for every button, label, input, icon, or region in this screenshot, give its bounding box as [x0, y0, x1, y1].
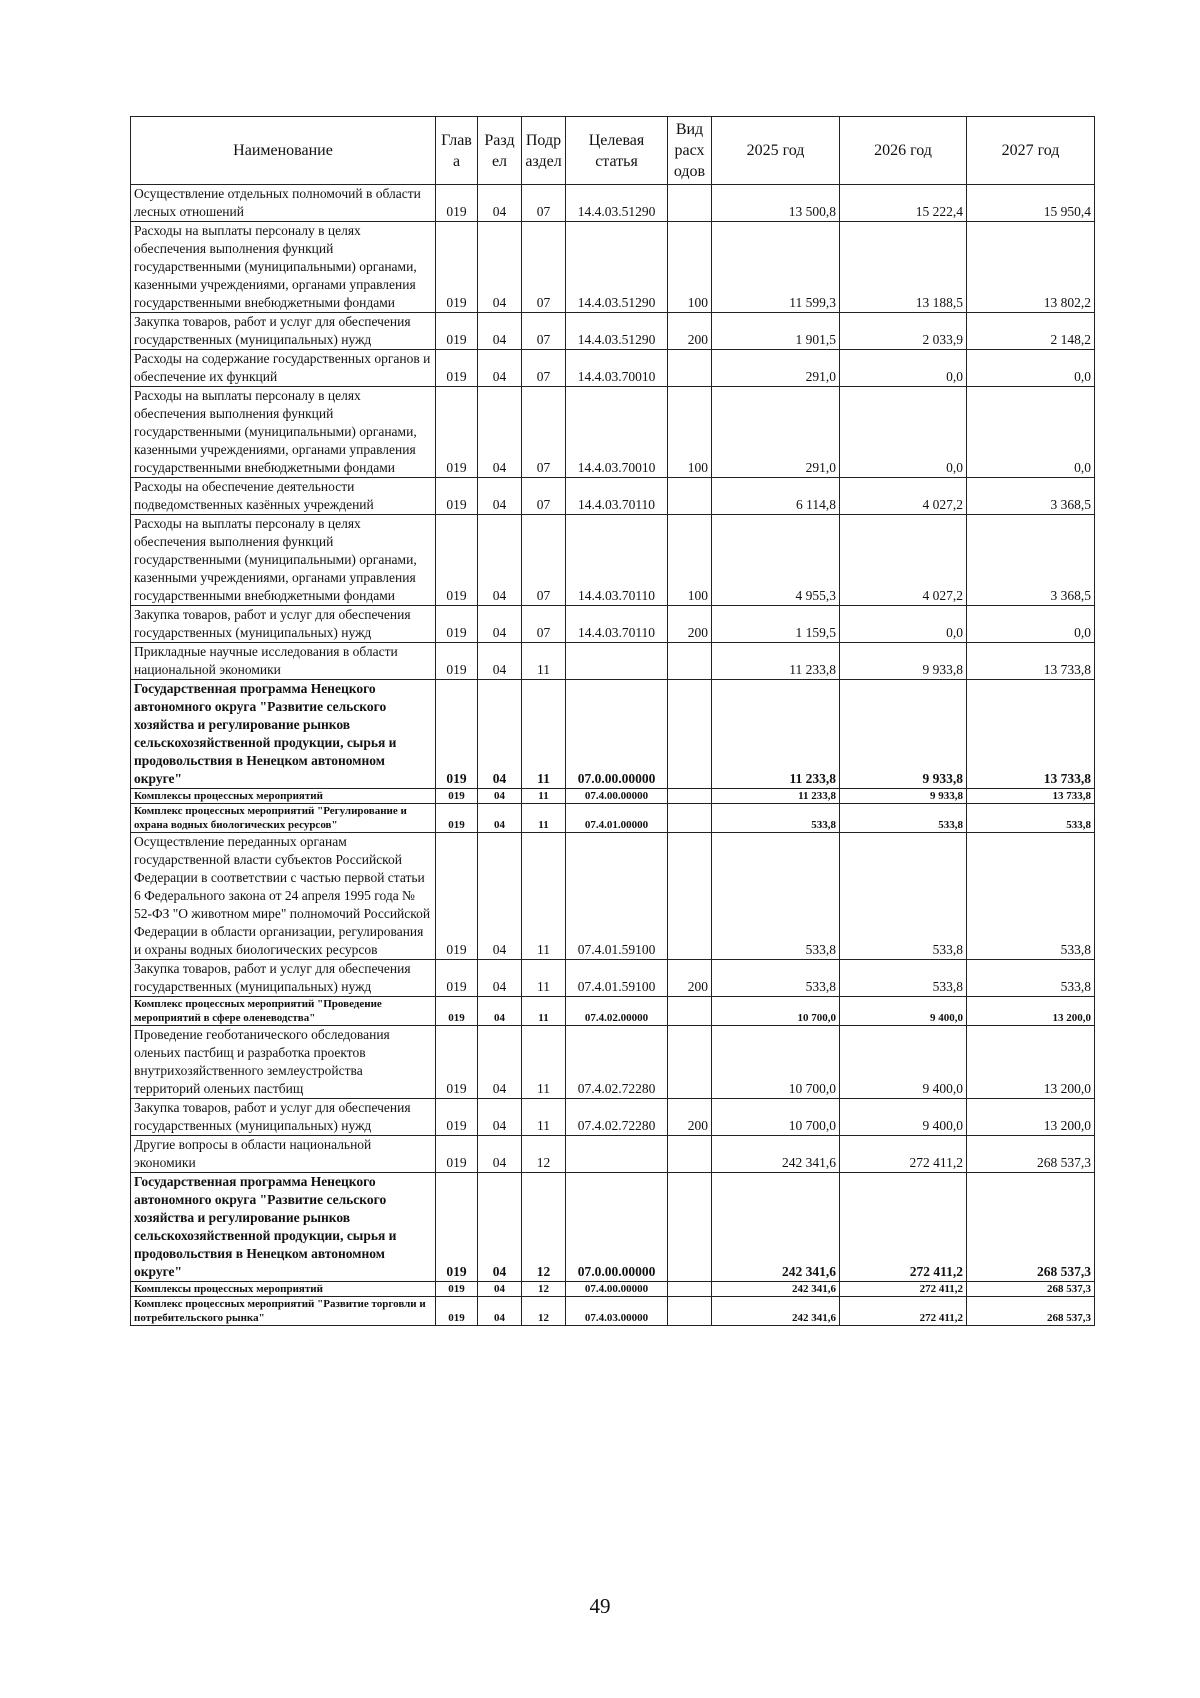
header-vid: Вид расх одов — [668, 117, 712, 185]
row-glava: 019 — [436, 1282, 478, 1297]
row-target: 14.4.03.70110 — [566, 515, 668, 606]
row-2027: 13 733,8 — [967, 680, 1095, 789]
row-razdel: 04 — [478, 1173, 522, 1282]
row-name: Комплексы процессных мероприятий — [131, 1282, 436, 1297]
row-2025: 291,0 — [712, 350, 840, 387]
row-2027: 13 733,8 — [967, 643, 1095, 680]
row-vid — [668, 350, 712, 387]
row-glava: 019 — [436, 1026, 478, 1099]
row-2026: 9 400,0 — [840, 1099, 967, 1136]
row-2027: 13 200,0 — [967, 1099, 1095, 1136]
row-target: 14.4.03.51290 — [566, 185, 668, 222]
row-2025: 10 700,0 — [712, 1099, 840, 1136]
row-target: 14.4.03.70010 — [566, 387, 668, 478]
row-target: 07.4.02.72280 — [566, 1026, 668, 1099]
table-row — [131, 515, 1095, 606]
table-row — [131, 1026, 1095, 1099]
row-glava: 019 — [436, 478, 478, 515]
row-2025: 242 341,6 — [712, 1136, 840, 1173]
table-row — [131, 387, 1095, 478]
row-name: Закупка товаров, работ и услуг для обеспечения государственных (муниципальных) нужд — [131, 606, 436, 643]
row-name: Расходы на содержание государственных органов и обеспечение их функций — [131, 350, 436, 387]
row-target: 07.4.03.00000 — [566, 1297, 668, 1326]
row-target: 07.4.00.00000 — [566, 789, 668, 804]
row-name: Проведение геоботанического обследования оленьих пастбищ и разработка проектов внутрихозяйственного землеустройства территорий оленьих пастбищ — [131, 1026, 436, 1099]
table-row — [131, 833, 1095, 960]
row-razdel: 04 — [478, 515, 522, 606]
row-glava: 019 — [436, 1173, 478, 1282]
row-2025: 1 901,5 — [712, 313, 840, 350]
row-vid: 100 — [668, 222, 712, 313]
row-2026: 533,8 — [840, 960, 967, 997]
row-razdel: 04 — [478, 606, 522, 643]
row-2026: 13 188,5 — [840, 222, 967, 313]
row-2027: 268 537,3 — [967, 1297, 1095, 1326]
row-2026: 272 411,2 — [840, 1297, 967, 1326]
row-podrazdel: 11 — [522, 833, 566, 960]
row-vid: 100 — [668, 387, 712, 478]
row-glava: 019 — [436, 606, 478, 643]
row-2026: 15 222,4 — [840, 185, 967, 222]
row-vid — [668, 680, 712, 789]
row-vid — [668, 1173, 712, 1282]
row-name: Комплексы процессных мероприятий — [131, 789, 436, 804]
table-row — [131, 1173, 1095, 1282]
row-glava: 019 — [436, 997, 478, 1026]
row-razdel: 04 — [478, 350, 522, 387]
table-row — [131, 185, 1095, 222]
table-row — [131, 680, 1095, 789]
row-2026: 4 027,2 — [840, 478, 967, 515]
table-row — [131, 606, 1095, 643]
row-podrazdel: 11 — [522, 1026, 566, 1099]
row-vid — [668, 1297, 712, 1326]
row-2026: 9 933,8 — [840, 680, 967, 789]
row-razdel: 04 — [478, 387, 522, 478]
row-podrazdel: 11 — [522, 643, 566, 680]
row-razdel: 04 — [478, 478, 522, 515]
row-podrazdel: 11 — [522, 680, 566, 789]
row-2026: 4 027,2 — [840, 515, 967, 606]
table-row — [131, 1136, 1095, 1173]
row-name: Закупка товаров, работ и услуг для обеспечения государственных (муниципальных) нужд — [131, 960, 436, 997]
row-glava: 019 — [436, 1099, 478, 1136]
row-2026: 9 933,8 — [840, 789, 967, 804]
row-name: Прикладные научные исследования в области национальной экономики — [131, 643, 436, 680]
row-2026: 272 411,2 — [840, 1136, 967, 1173]
row-vid — [668, 1136, 712, 1173]
row-razdel: 04 — [478, 960, 522, 997]
row-target: 14.4.03.70010 — [566, 350, 668, 387]
row-podrazdel: 11 — [522, 960, 566, 997]
row-2027: 13 733,8 — [967, 789, 1095, 804]
row-vid — [668, 804, 712, 833]
row-vid — [668, 185, 712, 222]
row-glava: 019 — [436, 185, 478, 222]
row-2026: 0,0 — [840, 387, 967, 478]
row-2026: 533,8 — [840, 833, 967, 960]
row-2025: 242 341,6 — [712, 1297, 840, 1326]
row-target — [566, 643, 668, 680]
row-2025: 11 233,8 — [712, 680, 840, 789]
row-target: 14.4.03.51290 — [566, 313, 668, 350]
row-glava: 019 — [436, 313, 478, 350]
header-2025: 2025 год — [712, 117, 840, 185]
row-podrazdel: 07 — [522, 313, 566, 350]
row-target: 07.4.02.00000 — [566, 997, 668, 1026]
header-2027: 2027 год — [967, 117, 1095, 185]
row-2027: 15 950,4 — [967, 185, 1095, 222]
row-2026: 0,0 — [840, 350, 967, 387]
row-name: Расходы на выплаты персоналу в целях обеспечения выполнения функций государственными (муниципальными) органами, казенными учреждениями, органами управления государственными внебюджетными фондами — [131, 515, 436, 606]
row-2025: 242 341,6 — [712, 1282, 840, 1297]
row-target: 07.4.01.59100 — [566, 960, 668, 997]
row-name: Расходы на выплаты персоналу в целях обеспечения выполнения функций государственными (муниципальными) органами, казенными учреждениями, органами управления государственными внебюджетными фондами — [131, 222, 436, 313]
row-2026: 0,0 — [840, 606, 967, 643]
row-name: Государственная программа Ненецкого автономного округа "Развитие сельского хозяйства и регулирование рынков сельскохозяйственной продукции, сырья и продовольствия в Ненецком автономном округе" — [131, 680, 436, 789]
table-row — [131, 313, 1095, 350]
row-2025: 291,0 — [712, 387, 840, 478]
row-podrazdel: 07 — [522, 185, 566, 222]
row-2027: 533,8 — [967, 960, 1095, 997]
row-2027: 3 368,5 — [967, 478, 1095, 515]
row-name: Комплекс процессных мероприятий "Регулирование и охрана водных биологических ресурсов" — [131, 804, 436, 833]
row-glava: 019 — [436, 960, 478, 997]
table-row — [131, 1297, 1095, 1326]
row-2027: 533,8 — [967, 804, 1095, 833]
table-row — [131, 350, 1095, 387]
row-razdel: 04 — [478, 833, 522, 960]
table-body — [131, 185, 1095, 1326]
row-2025: 4 955,3 — [712, 515, 840, 606]
row-target: 14.4.03.70110 — [566, 478, 668, 515]
row-podrazdel: 07 — [522, 387, 566, 478]
row-podrazdel: 12 — [522, 1136, 566, 1173]
row-vid — [668, 643, 712, 680]
table-row — [131, 789, 1095, 804]
row-target: 07.4.01.59100 — [566, 833, 668, 960]
row-razdel: 04 — [478, 804, 522, 833]
row-vid: 200 — [668, 606, 712, 643]
row-target: 07.4.00.00000 — [566, 1282, 668, 1297]
row-2025: 10 700,0 — [712, 997, 840, 1026]
row-razdel: 04 — [478, 643, 522, 680]
table-row — [131, 643, 1095, 680]
row-podrazdel: 11 — [522, 997, 566, 1026]
row-glava: 019 — [436, 1297, 478, 1326]
row-glava: 019 — [436, 515, 478, 606]
row-podrazdel: 12 — [522, 1173, 566, 1282]
row-target: 07.4.02.72280 — [566, 1099, 668, 1136]
row-vid — [668, 789, 712, 804]
row-2025: 533,8 — [712, 960, 840, 997]
row-name: Комплекс процессных мероприятий "Проведение мероприятий в сфере оленеводства" — [131, 997, 436, 1026]
row-name: Осуществление отдельных полномочий в области лесных отношений — [131, 185, 436, 222]
row-2026: 272 411,2 — [840, 1282, 967, 1297]
row-2026: 533,8 — [840, 804, 967, 833]
row-2027: 13 200,0 — [967, 1026, 1095, 1099]
row-name: Расходы на выплаты персоналу в целях обеспечения выполнения функций государственными (муниципальными) органами, казенными учреждениями, органами управления государственными внебюджетными фондами — [131, 387, 436, 478]
row-2027: 0,0 — [967, 606, 1095, 643]
row-2025: 13 500,8 — [712, 185, 840, 222]
row-glava: 019 — [436, 789, 478, 804]
row-2027: 0,0 — [967, 350, 1095, 387]
row-target: 07.0.00.00000 — [566, 1173, 668, 1282]
row-podrazdel: 12 — [522, 1282, 566, 1297]
table-row — [131, 804, 1095, 833]
row-vid — [668, 1282, 712, 1297]
table-row — [131, 1282, 1095, 1297]
row-2025: 11 233,8 — [712, 789, 840, 804]
row-vid: 200 — [668, 1099, 712, 1136]
row-target — [566, 1136, 668, 1173]
row-2025: 11 599,3 — [712, 222, 840, 313]
table-header — [131, 117, 1095, 185]
row-vid — [668, 1026, 712, 1099]
row-razdel: 04 — [478, 1099, 522, 1136]
row-razdel: 04 — [478, 185, 522, 222]
row-2027: 3 368,5 — [967, 515, 1095, 606]
row-2026: 2 033,9 — [840, 313, 967, 350]
row-glava: 019 — [436, 680, 478, 789]
row-name: Осуществление переданных органам государственной власти субъектов Российской Федерации в соответствии с частью первой статьи 6 Федерального закона от 24 апреля 1995 года № 52-ФЗ "О животном мире" полномочий Российской Федерации в области организации, регулирования и охраны водных биологических ресурсов — [131, 833, 436, 960]
header-target: Целевая статья — [566, 117, 668, 185]
row-podrazdel: 07 — [522, 606, 566, 643]
row-2026: 9 933,8 — [840, 643, 967, 680]
row-2026: 9 400,0 — [840, 1026, 967, 1099]
table-row — [131, 997, 1095, 1026]
row-2026: 9 400,0 — [840, 997, 967, 1026]
header-glava: Глав а — [436, 117, 478, 185]
row-podrazdel: 07 — [522, 478, 566, 515]
row-vid: 200 — [668, 960, 712, 997]
row-razdel: 04 — [478, 789, 522, 804]
row-glava: 019 — [436, 804, 478, 833]
row-2027: 268 537,3 — [967, 1282, 1095, 1297]
row-name: Государственная программа Ненецкого автономного округа "Развитие сельского хозяйства и регулирование рынков сельскохозяйственной продукции, сырья и продовольствия в Ненецком автономном округе" — [131, 1173, 436, 1282]
row-2025: 533,8 — [712, 833, 840, 960]
row-podrazdel: 07 — [522, 222, 566, 313]
row-razdel: 04 — [478, 1297, 522, 1326]
row-podrazdel: 11 — [522, 789, 566, 804]
budget-table — [130, 116, 1095, 1326]
row-2027: 268 537,3 — [967, 1136, 1095, 1173]
row-glava: 019 — [436, 643, 478, 680]
row-glava: 019 — [436, 222, 478, 313]
row-podrazdel: 11 — [522, 1099, 566, 1136]
row-name: Закупка товаров, работ и услуг для обеспечения государственных (муниципальных) нужд — [131, 313, 436, 350]
row-razdel: 04 — [478, 222, 522, 313]
row-razdel: 04 — [478, 680, 522, 789]
table-row — [131, 1099, 1095, 1136]
row-name: Комплекс процессных мероприятий "Развитие торговли и потребительского рынка" — [131, 1297, 436, 1326]
row-razdel: 04 — [478, 1136, 522, 1173]
row-2025: 242 341,6 — [712, 1173, 840, 1282]
row-2027: 268 537,3 — [967, 1173, 1095, 1282]
row-vid — [668, 478, 712, 515]
row-vid — [668, 833, 712, 960]
row-name: Другие вопросы в области национальной экономики — [131, 1136, 436, 1173]
row-2027: 2 148,2 — [967, 313, 1095, 350]
header-podrazdel: Подр аздел — [522, 117, 566, 185]
table-row — [131, 960, 1095, 997]
row-glava: 019 — [436, 833, 478, 960]
row-name: Расходы на обеспечение деятельности подведомственных казённых учреждений — [131, 478, 436, 515]
header-2026: 2026 год — [840, 117, 967, 185]
row-razdel: 04 — [478, 1026, 522, 1099]
row-2027: 0,0 — [967, 387, 1095, 478]
header-razdel: Разд ел — [478, 117, 522, 185]
row-target: 07.0.00.00000 — [566, 680, 668, 789]
row-vid: 200 — [668, 313, 712, 350]
row-razdel: 04 — [478, 997, 522, 1026]
header-row — [131, 117, 1095, 185]
row-vid: 100 — [668, 515, 712, 606]
row-podrazdel: 07 — [522, 350, 566, 387]
row-target: 14.4.03.51290 — [566, 222, 668, 313]
row-razdel: 04 — [478, 313, 522, 350]
row-razdel: 04 — [478, 1282, 522, 1297]
row-2026: 272 411,2 — [840, 1173, 967, 1282]
row-2027: 533,8 — [967, 833, 1095, 960]
row-2025: 533,8 — [712, 804, 840, 833]
row-glava: 019 — [436, 1136, 478, 1173]
row-podrazdel: 07 — [522, 515, 566, 606]
page-number: 49 — [589, 1594, 611, 1618]
row-glava: 019 — [436, 387, 478, 478]
table-row — [131, 478, 1095, 515]
row-2027: 13 200,0 — [967, 997, 1095, 1026]
row-vid — [668, 997, 712, 1026]
row-2025: 11 233,8 — [712, 643, 840, 680]
row-podrazdel: 11 — [522, 804, 566, 833]
row-target: 14.4.03.70110 — [566, 606, 668, 643]
row-2025: 6 114,8 — [712, 478, 840, 515]
row-2025: 10 700,0 — [712, 1026, 840, 1099]
row-target: 07.4.01.00000 — [566, 804, 668, 833]
header-name: Наименование — [131, 117, 436, 185]
row-2025: 1 159,5 — [712, 606, 840, 643]
table-row — [131, 222, 1095, 313]
row-name: Закупка товаров, работ и услуг для обеспечения государственных (муниципальных) нужд — [131, 1099, 436, 1136]
row-2027: 13 802,2 — [967, 222, 1095, 313]
row-podrazdel: 12 — [522, 1297, 566, 1326]
row-glava: 019 — [436, 350, 478, 387]
